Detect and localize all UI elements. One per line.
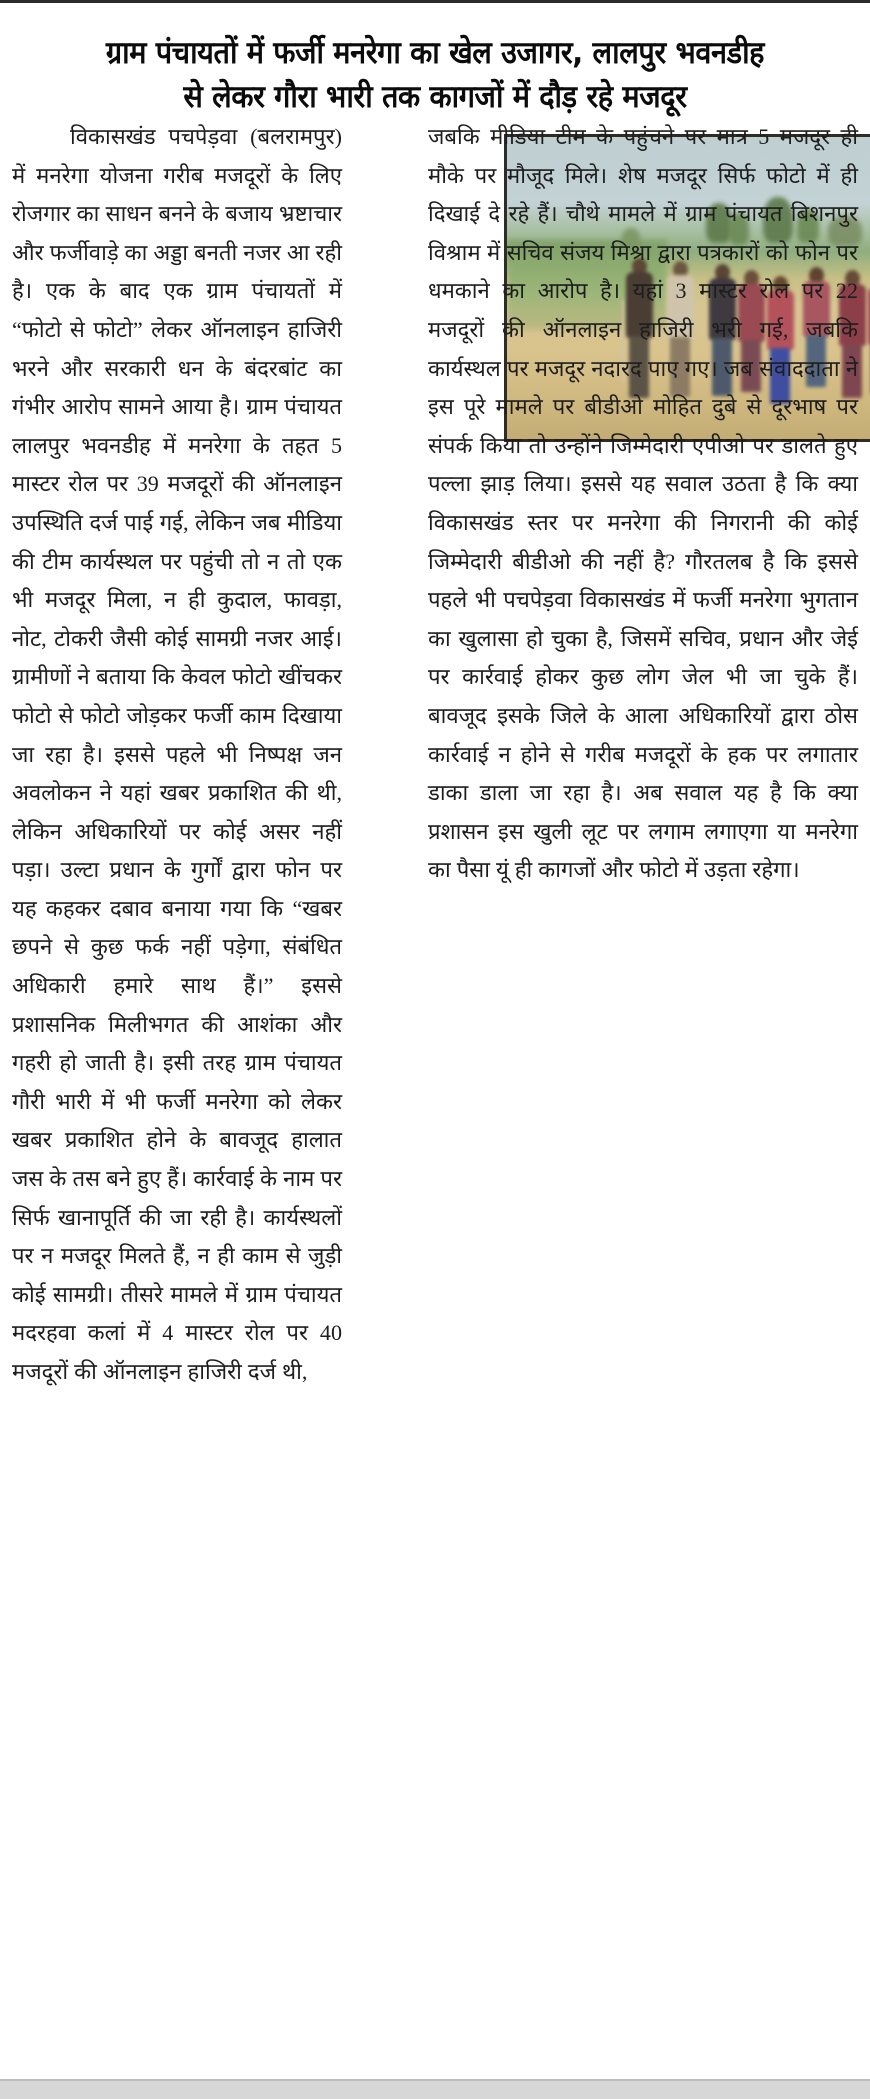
article-headline <box>30 31 839 119</box>
paragraph: जबकि मीडिया टीम के पहुंचने पर मात्र 5 मजदूर ही मौके पर मौजूद मिले। शेष मजदूर सिर्फ फोटो में ही दिखाई दे रहे हैं। चौथे मामले में ग्राम पंचायत बिशनपुर विश्राम में सचिव संजय मिश्रा द्वारा पत्रकारों को फोन पर धमकाने का आरोप है। यहां 3 मास्टर रोल पर 22 मजदूरों की ऑनलाइन हाजिरी भरी गई, जबकि कार्यस्थल पर मजदूर नदारद पाए गए। जब संवाददाता ने इस पूरे मामले पर बीडीओ मोहित दुबे से दूरभाष पर संपर्क किया तो उन्होंने जिम्मेदारी एपीओ पर डालते हुए पल्ला झाड़ लिया। इससे यह सवाल उठता है कि क्या विकासखंड स्तर पर मनरेगा की निगरानी की कोई जिम्मेदारी बीडीओ की नहीं है? गौरतलब है कि इससे पहले भी पचपेड़वा विकासखंड में फर्जी मनरेगा भुगतान का खुलासा हो चुका है, जिसमें सचिव, प्रधान और जेई पर कार्रवाई होकर कुछ लोग जेल भी जा चुके हैं। बावजूद इसके जिले के आला अधिकारियों द्वारा ठोस कार्रवाई न होने से गरीब मजदूरों के हक पर लगातार डाका डाला जा रहा है। अब सवाल यह है कि क्या प्रशासन इस खुली लूट पर लगाम लगाएगा या मनरेगा का पैसा यूं ही कागजों और फोटो में उड़ता रहेगा। <box>428 124 858 883</box>
paragraph: विकासखंड पचपेड़वा (बलरामपुर) में मनरेगा योजना गरीब मजदूरों के लिए रोजगार का साधन बनने के बजाय भ्रष्टाचार और फर्जीवाड़े का अड्डा बनती नजर आ रही है। एक के बाद एक ग्राम पंचायतों में “फोटो से फोटो” लेकर ऑनलाइन हाजिरी भरने और सरकारी धन के बंदरबांट का गंभीर आरोप सामने आया है। ग्राम पंचायत लालपुर भवनडीह में मनरेगा के तहत 5 मास्टर रोल पर 39 मजदूरों की ऑनलाइन उपस्थिति दर्ज पाई गई, लेकिन जब मीडिया की टीम कार्यस्थल पर पहुंची तो न तो एक भी मजदूर मिला, न ही कुदाल, फावड़ा, नोट, टोकरी जैसी कोई सामग्री नजर आई। ग्रामीणों ने बताया कि केवल फोटो खींचकर फोटो से फोटो जोड़कर फर्जी काम दिखाया जा रहा है। इससे पहले भी निष्पक्ष जन अवलोकन ने यहां खबर प्रकाशित की थी, लेकिन अधिकारियों पर कोई असर नहीं पड़ा। उल्टा प्रधान के गुर्गों द्वारा फोन पर यह कहकर दबाव बनाया गया कि “खबर छपने से कुछ फर्क नहीं पड़ेगा, संबंधित अधिकारी हमारे साथ हैं।” इससे प्रशासनिक मिलीभगत की आशंका और गहरी हो जाती है। इसी तरह ग्राम पंचायत गौरी भारी में भी फर्जी मनरेगा को लेकर खबर प्रकाशित होने के बावजूद हालात जस के तस बने हुए हैं। कार्रवाई के नाम पर सिर्फ खानापूर्ति की जा रही है। कार्यस्थलों पर न मजदूर मिलते हैं, न ही काम से जुड़ी कोई सामग्री। तीसरे मामले में ग्राम पंचायत मदरहवा कलां में 4 मास्टर रोल पर 40 मजदूरों की ऑनलाइन हाजिरी दर्ज थी, <box>12 124 343 1384</box>
headline-line-2: से लेकर गौरा भारी तक कागजों में दौड़ रहे मजदूर <box>183 78 687 115</box>
bottom-strip <box>0 2081 870 2099</box>
article-body <box>12 118 858 2083</box>
top-divider-rule <box>0 0 870 3</box>
worker-figure <box>866 273 870 399</box>
article-column-right <box>428 118 858 890</box>
headline-line-1: ग्राम पंचायतों में फर्जी मनरेगा का खेल उजागर, लालपुर भवनडीह <box>105 34 765 71</box>
article-column-left <box>12 118 342 1392</box>
